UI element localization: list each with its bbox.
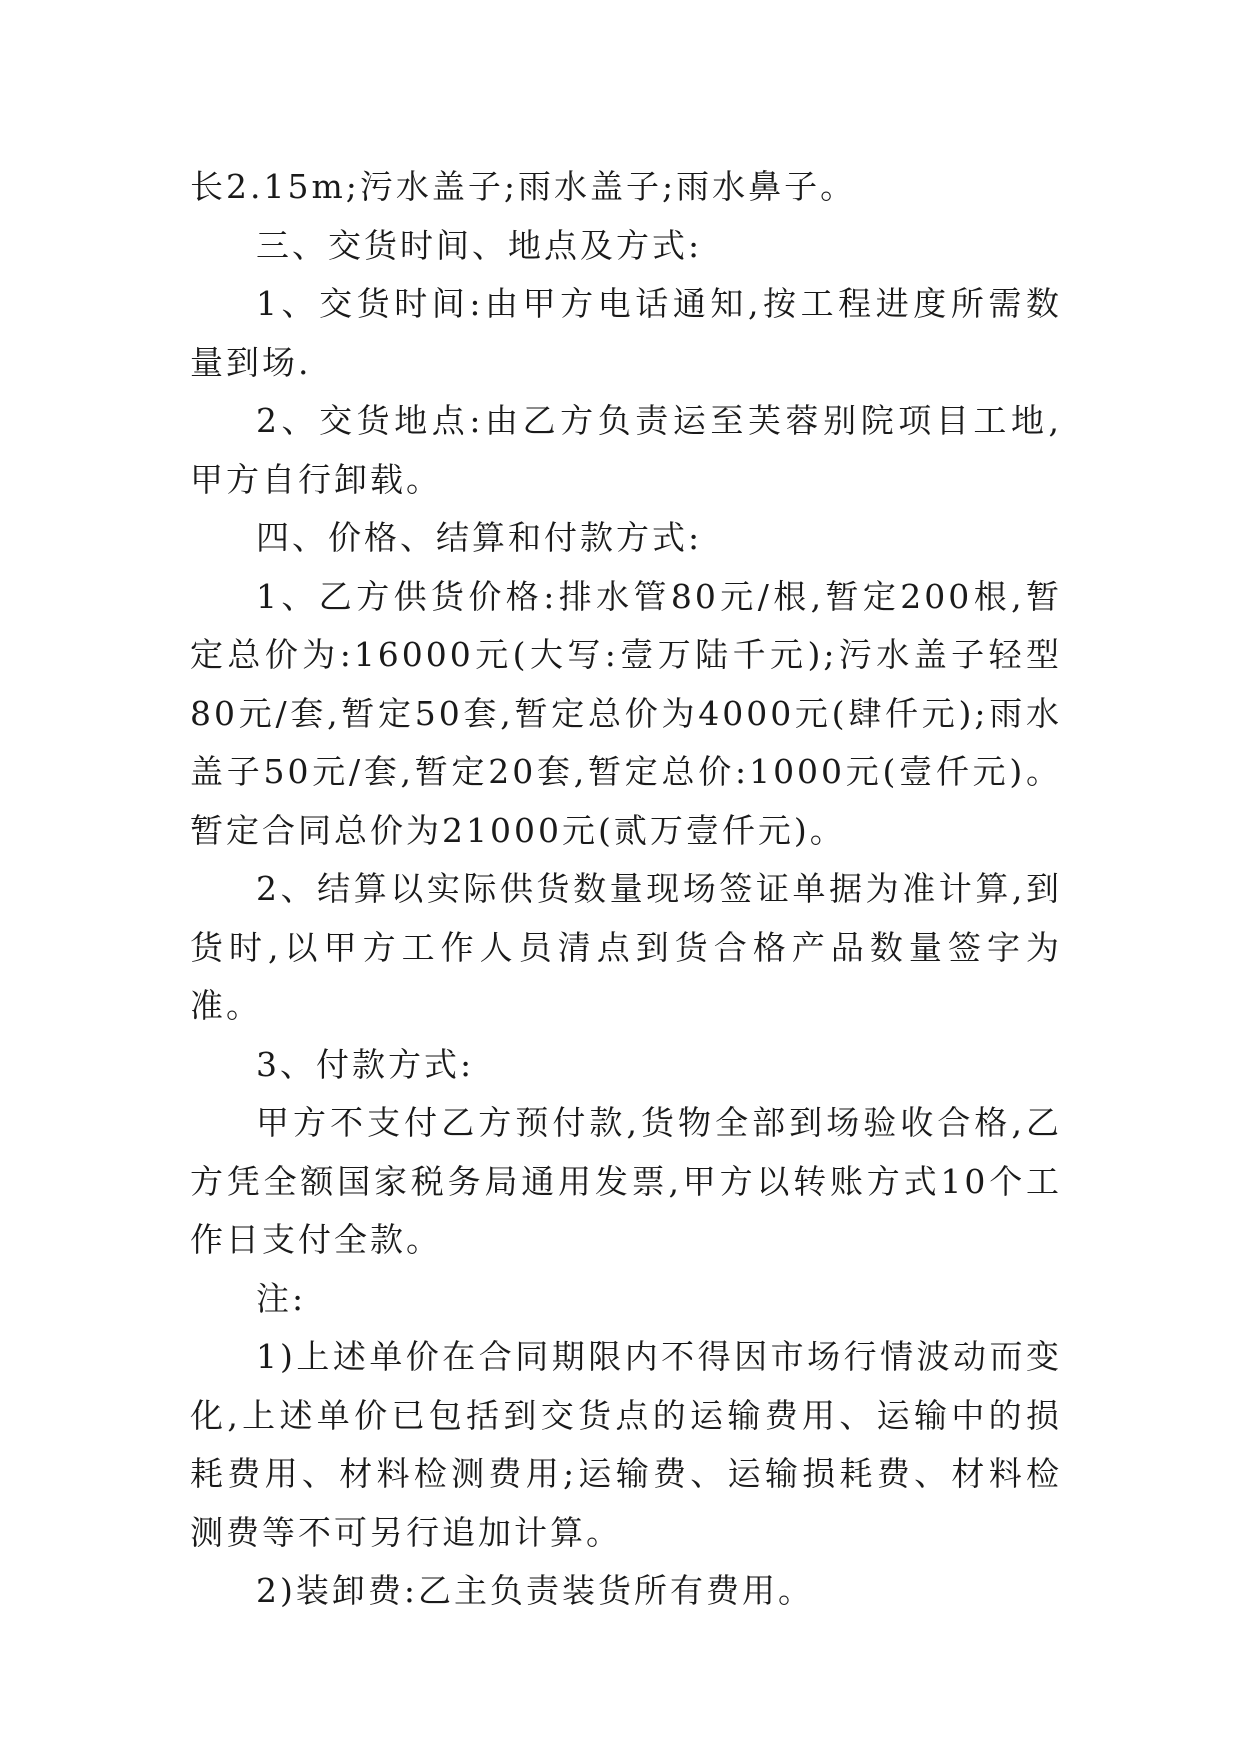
paragraph-settlement: 2、结算以实际供货数量现场签证单据为准计算,到货时,以甲方工作人员清点到货合格产品数量签字为准。 <box>190 869 1062 1025</box>
paragraph-delivery-location: 2、交货地点:由乙方负责运至芙蓉别院项目工地,甲方自行卸载。 <box>190 401 1062 499</box>
paragraph-payment-terms: 甲方不支付乙方预付款,货物全部到场验收合格,乙方凭全额国家税务局通用发票,甲方以转账方式10个工作日支付全款。 <box>190 1103 1062 1259</box>
paragraph-note-heading: 注: <box>256 1278 307 1318</box>
paragraph-supply-price: 1、乙方供货价格:排水管80元/根,暂定200根,暂定总价为:16000元(大写:壹万陆千元);污水盖子轻型80元/套,暂定50套,暂定总价为4000元(肆仟元);雨水盖子50元/套,暂定20套,暂定总价:1000元(壹仟元)。暂定合同总价为21000元(贰万壹仟元)。 <box>190 576 1062 850</box>
paragraph-note-1: 1)上述单价在合同期限内不得因市场行情波动而变化,上述单价已包括到交货点的运输费用、运输中的损耗费用、材料检测费用;运输费、运输损耗费、材料检测费等不可另行追加计算。 <box>190 1337 1062 1552</box>
paragraph-note-2: 2)装卸费:乙主负责装货所有费用。 <box>256 1571 814 1610</box>
document-body <box>190 158 1062 1621</box>
section-heading-pricing: 四、价格、结算和付款方式: <box>256 518 703 557</box>
section-heading-delivery: 三、交货时间、地点及方式: <box>256 225 703 265</box>
paragraph-item-length: 长2.15m;污水盖子;雨水盖子;雨水鼻子。 <box>190 167 857 206</box>
paragraph-payment-method-heading: 3、付款方式: <box>256 1044 475 1084</box>
paragraph-delivery-time: 1、交货时间:由甲方电话通知,按工程进度所需数量到场. <box>190 284 1062 382</box>
